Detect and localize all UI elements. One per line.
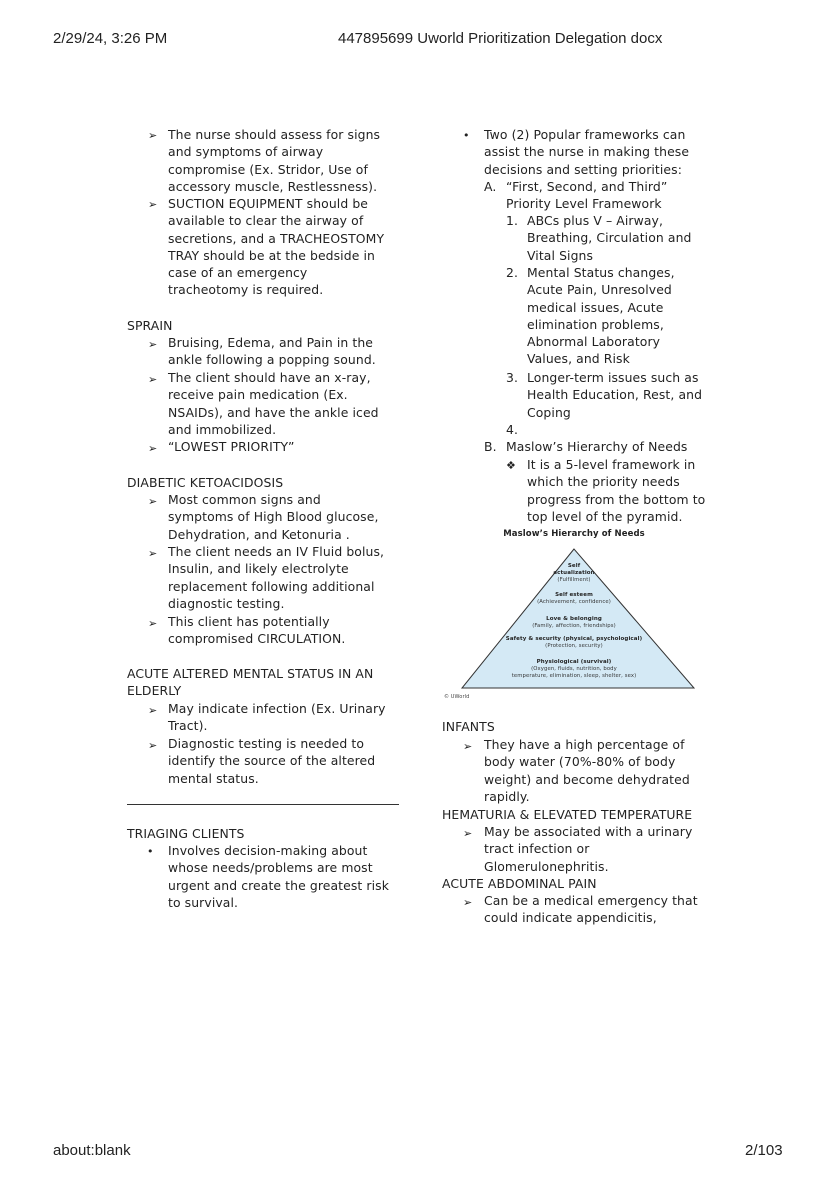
frameworks-intro-text: Two (2) Popular frameworks can assist the nurse in making these decisions and setting priorities: bbox=[484, 127, 690, 177]
maslow-description-text: It is a 5-level framework in which the priority needs progress from the bottom to top level of the pyramid. bbox=[527, 457, 706, 524]
arrow-bullet-icon: ➢ bbox=[148, 442, 158, 455]
list-marker-a: A. bbox=[484, 179, 497, 194]
arrow-bullet-icon: ➢ bbox=[463, 740, 473, 753]
list-marker-2: 2. bbox=[506, 265, 519, 280]
sprain-signs-text: Bruising, Edema, and Pain in the ankle following a popping sound. bbox=[168, 335, 376, 368]
arrow-bullet-icon: ➢ bbox=[148, 198, 158, 211]
infants-text: They have a high percentage of body water (70%-80% of body weight) and become dehydrated rapidly. bbox=[484, 737, 690, 804]
dka-treatment-text: The client needs an IV Fluid bolus, Insulin, and likely electrolyte replacement following additional diagnostic testing. bbox=[168, 544, 385, 611]
abdominal-heading: ACUTE ABDOMINAL PAIN bbox=[442, 876, 597, 891]
arrow-bullet-icon: ➢ bbox=[148, 547, 158, 560]
figure-credit: © UWorld bbox=[444, 694, 470, 700]
level-2-title: Self esteem bbox=[555, 592, 593, 598]
ams-infection-text: May indicate infection (Ex. Urinary Tract). bbox=[168, 701, 386, 734]
arrow-bullet-icon: ➢ bbox=[463, 827, 473, 840]
page-number: 2/103 bbox=[745, 1142, 783, 1159]
arrow-bullet-icon: ➢ bbox=[463, 896, 473, 909]
document-title: 447895699 Uworld Prioritization Delegation docx bbox=[338, 30, 663, 47]
abdominal-text: Can be a medical emergency that could indicate appendicitis, bbox=[484, 893, 698, 926]
dka-signs-text: Most common signs and symptoms of High Blood glucose, Dehydration, and Ketonuria . bbox=[168, 492, 379, 542]
hematuria-heading: HEMATURIA & ELEVATED TEMPERATURE bbox=[442, 807, 693, 822]
print-datetime: 2/29/24, 3:26 PM bbox=[53, 30, 168, 47]
triaging-heading: TRIAGING CLIENTS bbox=[127, 826, 245, 841]
list-marker-4: 4. bbox=[506, 422, 519, 437]
dka-heading: DIABETIC KETOACIDOSIS bbox=[127, 475, 284, 490]
ams-testing-text: Diagnostic testing is needed to identify the source of the altered mental status. bbox=[168, 736, 376, 786]
list-marker-1: 1. bbox=[506, 213, 519, 228]
third-priority-text: Longer-term issues such as Health Education, Rest, and Coping bbox=[527, 370, 703, 420]
list-marker-b: B. bbox=[484, 439, 497, 454]
infants-heading: INFANTS bbox=[442, 719, 495, 734]
abcs-text: ABCs plus V – Airway, Breathing, Circulation and Vital Signs bbox=[527, 213, 692, 263]
level-4-detail: (Protection, security) bbox=[545, 643, 603, 649]
suction-equipment-text: SUCTION EQUIPMENT should be available to clear the airway of secretions, and a TRACHEOSTOMY TRAY should be at the bedside in case of an emergency tracheotomy is required. bbox=[168, 196, 385, 298]
round-bullet-icon: • bbox=[147, 845, 154, 858]
arrow-bullet-icon: ➢ bbox=[148, 739, 158, 752]
level-2-detail: (Achievement, confidence) bbox=[537, 599, 611, 605]
level-3-title: Love & belonging bbox=[546, 616, 602, 622]
arrow-bullet-icon: ➢ bbox=[148, 495, 158, 508]
arrow-bullet-icon: ➢ bbox=[148, 373, 158, 386]
arrow-bullet-icon: ➢ bbox=[148, 704, 158, 717]
ams-heading: ACUTE ALTERED MENTAL STATUS IN AN ELDERLY bbox=[127, 666, 374, 699]
level-1-title-cont: actualization bbox=[553, 570, 595, 576]
maslow-pyramid-figure bbox=[440, 525, 700, 703]
round-bullet-icon: • bbox=[463, 129, 470, 142]
priority-framework-label: “First, Second, and Third” Priority Level Framework bbox=[506, 179, 668, 212]
arrow-bullet-icon: ➢ bbox=[148, 129, 158, 142]
pyramid-title: Maslow’s Hierarchy of Needs bbox=[503, 529, 645, 539]
triaging-text: Involves decision-making about whose needs/problems are most urgent and create the greatest risk to survival. bbox=[168, 843, 389, 910]
section-divider bbox=[127, 804, 399, 805]
sprain-priority-text: “LOWEST PRIORITY” bbox=[168, 439, 295, 454]
second-priority-text: Mental Status changes, Acute Pain, Unresolved medical issues, Acute elimination problems, Abnormal Laboratory Values, and Risk bbox=[527, 265, 675, 367]
level-4-title: Safety & security (physical, psychological) bbox=[505, 636, 643, 642]
level-5-detail: (Oxygen, fluids, nutrition, body bbox=[531, 666, 617, 672]
arrow-bullet-icon: ➢ bbox=[148, 338, 158, 351]
level-1-title: Self bbox=[567, 563, 581, 569]
level-5-title: Physiological (survival) bbox=[536, 659, 612, 665]
diamond-bullet-icon: ❖ bbox=[506, 459, 516, 472]
airway-assess-text: The nurse should assess for signs and symptoms of airway compromise (Ex. Stridor, Use of accessory muscle, Restlessness). bbox=[168, 127, 381, 194]
sprain-care-text: The client should have an x-ray, receive pain medication (Ex. NSAIDs), and have the ankle iced and immobilized. bbox=[168, 370, 379, 437]
maslow-label: Maslow’s Hierarchy of Needs bbox=[506, 439, 688, 454]
sprain-heading: SPRAIN bbox=[127, 318, 173, 333]
level-3-detail: (Family, affection, friendships) bbox=[532, 623, 616, 629]
arrow-bullet-icon: ➢ bbox=[148, 617, 158, 630]
level-5-detail-cont: temperature, elimination, sleep, shelter, sex) bbox=[511, 673, 637, 679]
dka-circulation-text: This client has potentially compromised CIRCULATION. bbox=[168, 614, 346, 647]
level-1-detail: (Fulfillment) bbox=[557, 577, 591, 583]
hematuria-text: May be associated with a urinary tract infection or Glomerulonephritis. bbox=[484, 824, 693, 874]
list-marker-3: 3. bbox=[506, 370, 519, 385]
footer-url: about:blank bbox=[53, 1142, 131, 1159]
